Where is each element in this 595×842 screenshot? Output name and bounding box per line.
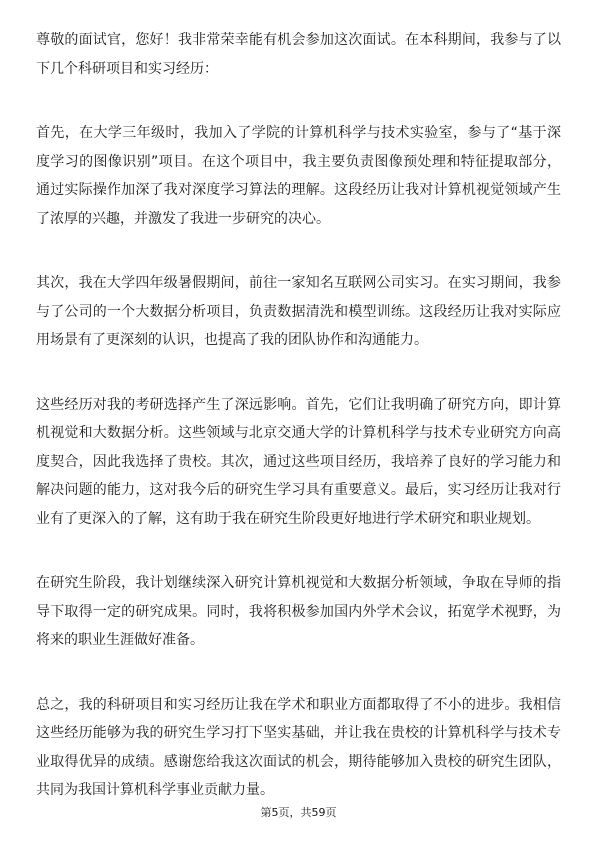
paragraph-influence: 这些经历对我的考研选择产生了深远影响。首先，它们让我明确了研究方向，即计算机视觉和大数据分析。这些领域与北京交通大学的计算机科学与技术专业研究方向高度契合，因此我选择了贵校。其次，通过这些项目经历，我培养了良好的学习能力和解决问题的能力，这对我今后的研究生学习具有重要意义。最后，实习经历让我对行业有了更深入的了解，这有助于我在研究生阶段更好地进行学术研究和职业规划。 bbox=[36, 396, 561, 527]
paragraph-internship: 其次，我在大学四年级暑假期间，前往一家知名互联网公司实习。在实习期间，我参与了公司的一个大数据分析项目，负责数据清洗和模型训练。这段经历让我对实际应用场景有了更深刻的认识，也提高了我的团队协作和沟通能力。 bbox=[36, 275, 561, 348]
paragraph-research-project: 首先，在大学三年级时，我加入了学院的计算机科学与技术实验室，参与了“基于深度学习的图像识别”项目。在这个项目中，我主要负责图像预处理和特征提取部分，通过实际操作加深了我对深度学习算法的理解。这段经历让我对计算机视觉领域产生了浓厚的兴趣，并激发了我进一步研究的决心。 bbox=[36, 125, 561, 227]
page-number: 第5页，共59页 bbox=[260, 806, 337, 819]
document-page bbox=[36, 0, 561, 842]
paragraph-graduate-plan: 在研究生阶段，我计划继续深入研究计算机视觉和大数据分析领域，争取在导师的指导下取得一定的研究成果。同时，我将积极参加国内外学术会议，拓宽学术视野，为将来的职业生涯做好准备。 bbox=[36, 575, 561, 648]
paragraph-conclusion: 总之，我的科研项目和实习经历让我在学术和职业方面都取得了不小的进步。我相信这些经历能够为我的研究生学习打下坚实基础，并让我在贵校的计算机科学与技术专业取得优异的成绩。感谢您给我这次面试的机会，期待能够加入贵校的研究生团队，共同为我国计算机科学事业贡献力量。 bbox=[36, 696, 561, 798]
document-body bbox=[36, 0, 561, 805]
paragraph-greeting: 尊敬的面试官，您好！我非常荣幸能有机会参加这次面试。在本科期间，我参与了以下几个科研项目和实习经历： bbox=[36, 32, 561, 77]
